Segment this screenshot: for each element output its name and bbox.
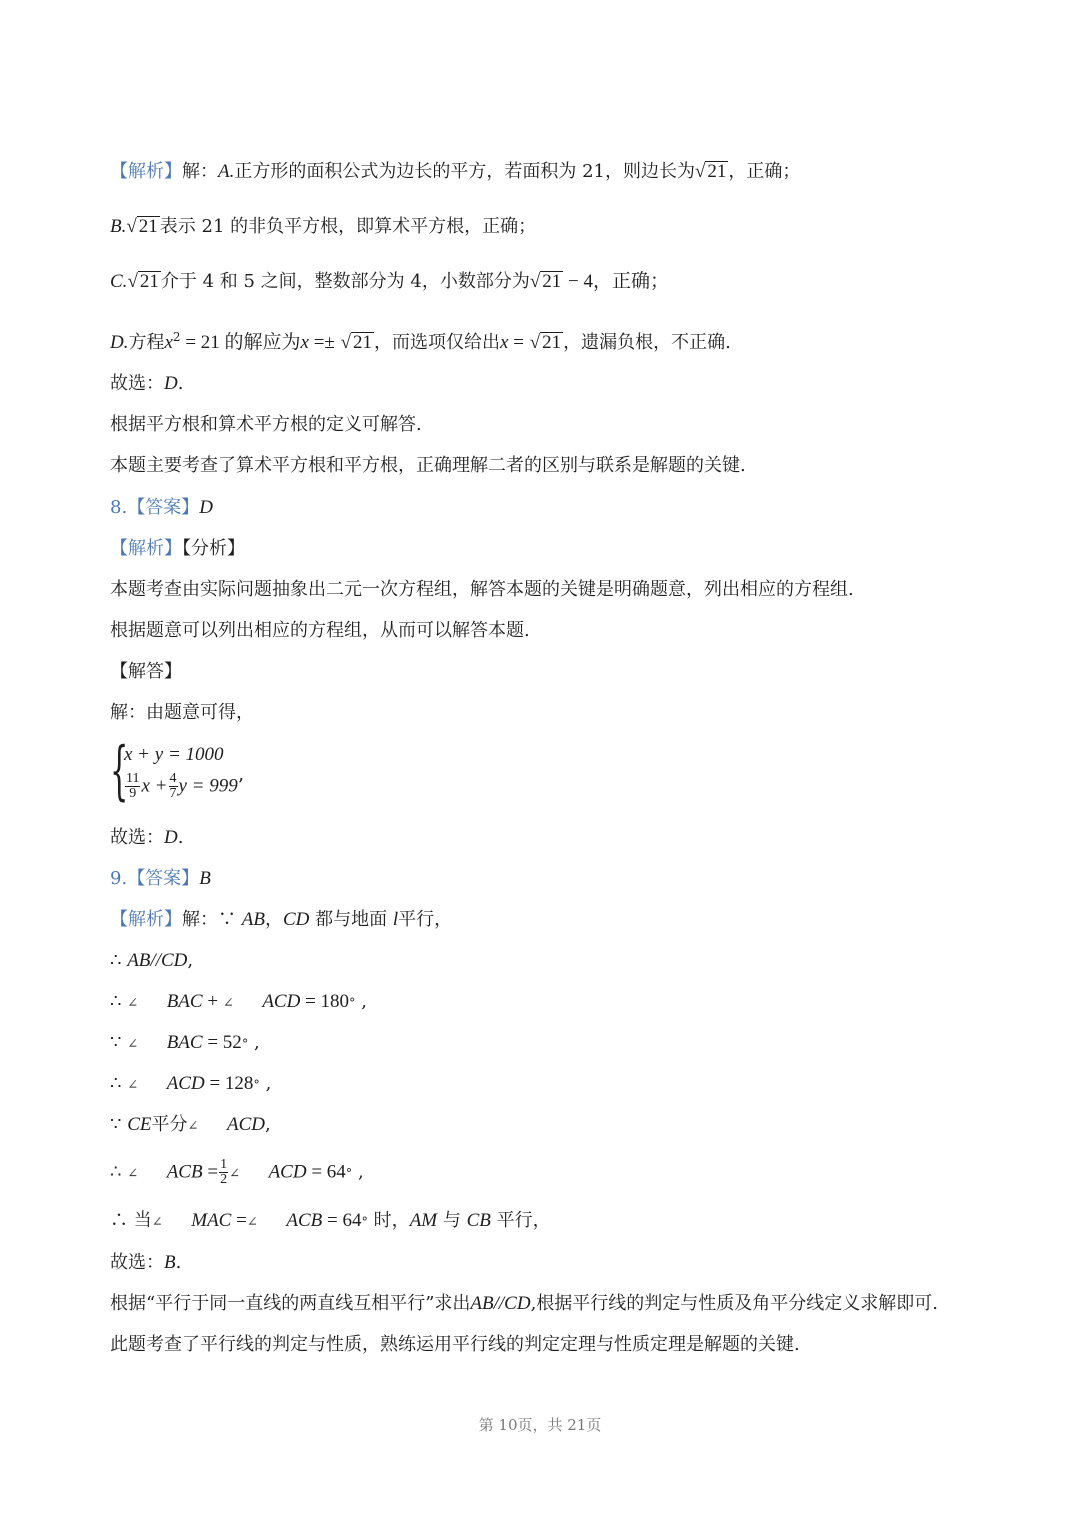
q7-line-b: B.√ 21 表示 21 的非负平方根，即算术平方根，正确； — [110, 214, 536, 240]
angle-icon: ∠ — [127, 1166, 139, 1182]
q9-line-7: ∴ ∠ ACB = $\frac{1}{2}$ ∠ ACD = 64° , — [110, 1157, 364, 1187]
q9-basis: 根据“平行于同一直线的两直线互相平行”求出AB//CD,根据平行线的判定与性质及角平分线定义求解即可. — [110, 1293, 939, 1314]
angle-icon: ∠ — [151, 1215, 163, 1230]
brace: { — [110, 734, 129, 808]
fraction-half: $\frac{1}{2}$ — [220, 1157, 228, 1187]
angle-icon: ∠ — [222, 996, 234, 1011]
q7-basis: 根据平方根和算术平方根的定义可解答. — [110, 414, 422, 435]
q9-answer-line: 9.【答案】B — [110, 868, 211, 889]
q7-line-a: 【解析】解：A.正方形的面积公式为边长的平方，若面积为 21，则边长为√ 21 ，正确； — [110, 159, 800, 185]
sqrt-21: √ 21 — [126, 216, 158, 237]
sqrt-21: √ 21 — [529, 332, 562, 353]
q9-line-2: ∴ AB//CD, — [110, 950, 194, 971]
q9-line-8: ∴ 当∠ MAC =∠ ACB = 64° 时，AM 与 CB 平行， — [110, 1210, 551, 1231]
q9-line-5: ∴ ∠ ACD = 128° , — [110, 1073, 272, 1094]
angle-icon: ∠ — [246, 1215, 258, 1230]
q8-solve-header: 【解答】 — [110, 661, 182, 682]
angle-icon: ∠ — [127, 1078, 139, 1093]
angle-icon: ∠ — [127, 1037, 139, 1052]
angle-icon: ∠ — [127, 996, 139, 1011]
angle-icon: ∠ — [187, 1119, 199, 1134]
equation-2: $\frac{11}{9}$ x + $\frac{4}{7}$ y = 999’ — [126, 771, 244, 801]
q9-choose: 故选：B. — [110, 1252, 182, 1273]
q9-line-4: ∵ ∠ BAC = 52° , — [110, 1032, 260, 1053]
q7-choose: 故选：D. — [110, 373, 184, 394]
equation-system — [110, 734, 310, 808]
q7-line-d: D.方程$x^2 = 21$ 的解应为x =± √ 21 ，而选项仅给出x = √ 21 ，遗漏负根，不正确. — [110, 324, 731, 356]
q9-summary: 此题考查了平行线的判定与性质，熟练运用平行线的判定定理与性质定理是解题的关键. — [110, 1334, 800, 1355]
sqrt-21: √ 21 — [694, 161, 727, 182]
q7-line-c: C.√ 21 介于 4 和 5 之间，整数部分为 4，小数部分为√ 21 − 4，正确； — [110, 269, 669, 295]
sqrt-21: √ 21 — [340, 332, 373, 353]
page-footer: 第 10页，共 21页 — [478, 1416, 602, 1434]
q9-line-3: ∴ ∠ BAC + ∠ ACD = 180° , — [110, 991, 367, 1012]
q9-line-1: 【解析】解：∵ AB，CD 都与地面 l平行， — [110, 909, 453, 930]
q8-answer-line: 8.【答案】D — [110, 497, 213, 518]
sqrt-21: √ 21 — [127, 271, 159, 292]
q8-solve: 解：由题意可得， — [110, 702, 254, 723]
q8-analysis: 本题考查由实际问题抽象出二元一次方程组，解答本题的关键是明确题意，列出相应的方程组. — [110, 579, 854, 600]
q8-choose: 故选：D. — [110, 827, 184, 848]
angle-icon: ∠ — [229, 1166, 240, 1182]
q8-analysis-header: 【解析】【分析】 — [110, 538, 245, 559]
jiexi-label: 【解析】 — [110, 161, 182, 182]
q9-line-6: ∵ CE平分∠ ACD, — [110, 1114, 271, 1135]
q7-summary: 本题主要考查了算术平方根和平方根，正确理解二者的区别与联系是解题的关键. — [110, 455, 746, 476]
equation-1: x + y = 1000 — [124, 744, 224, 765]
q8-analysis2: 根据题意可以列出相应的方程组，从而可以解答本题. — [110, 620, 530, 641]
sqrt-21: √ 21 — [529, 271, 562, 292]
